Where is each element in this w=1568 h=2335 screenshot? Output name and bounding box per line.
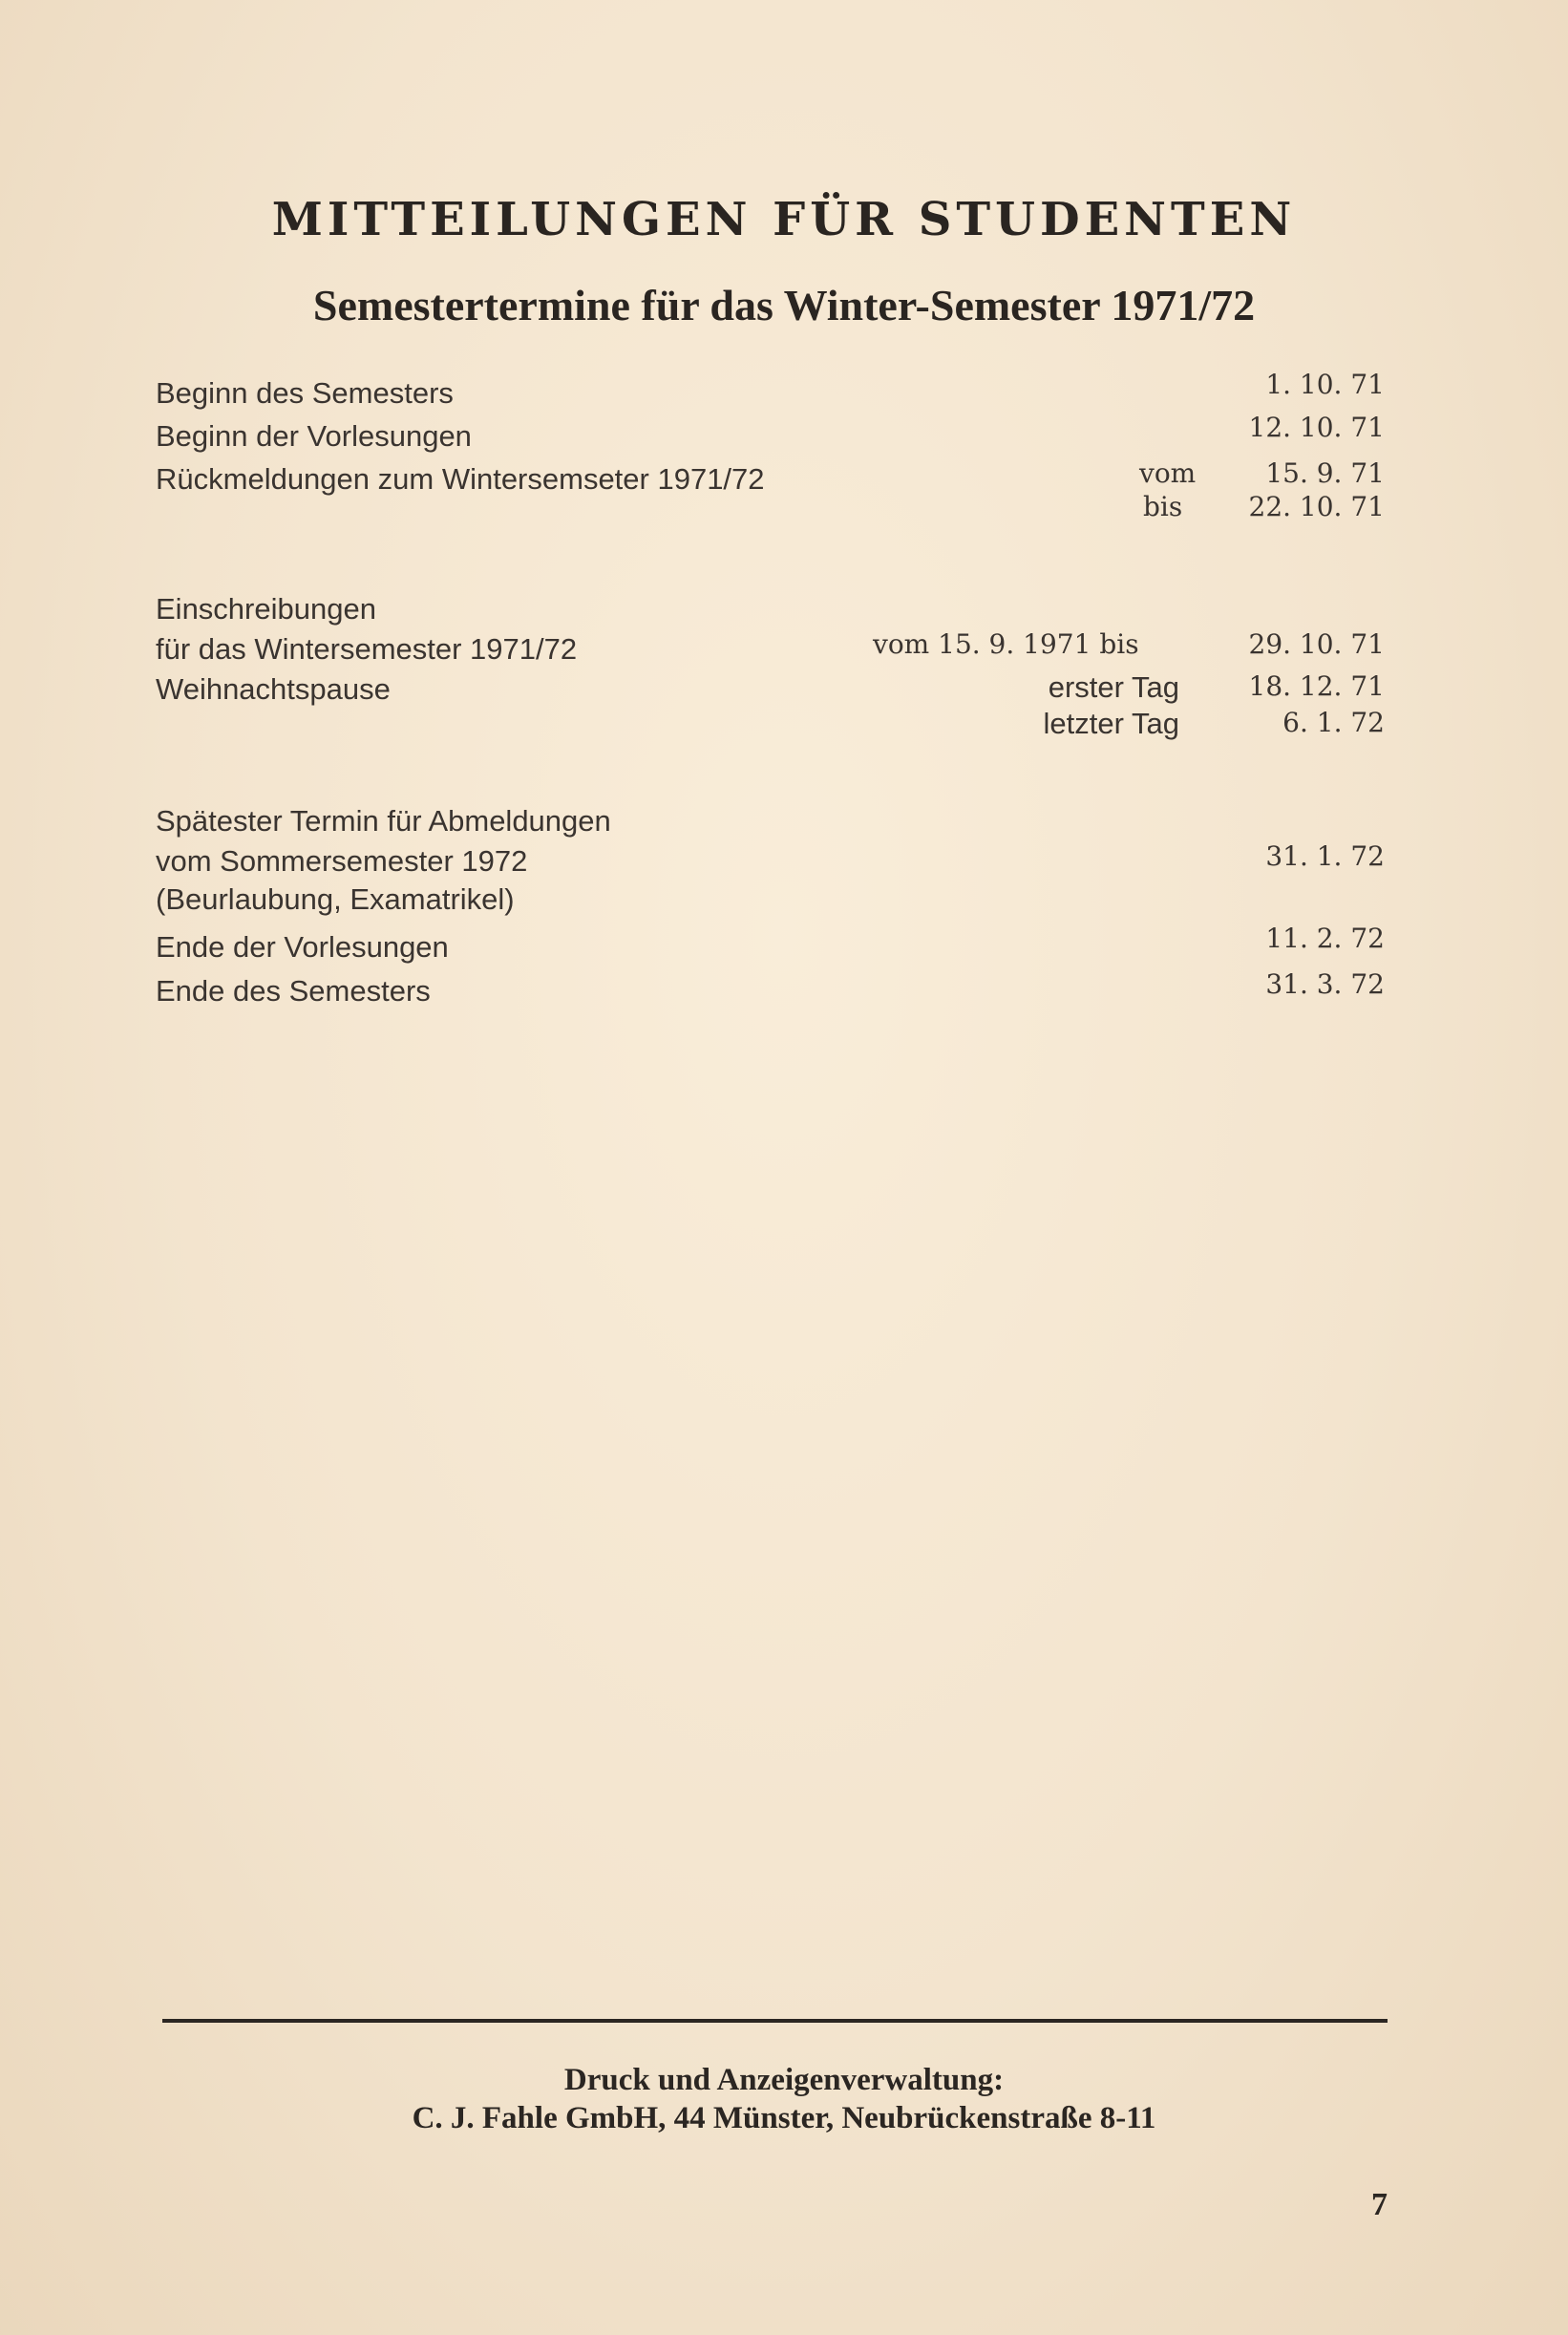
entry-semester-end-date: 31. 3. 72 bbox=[1265, 968, 1385, 1000]
entry-withdrawal-label-line1: Spätester Termin für Abmeldungen bbox=[156, 804, 611, 838]
footer-printer-address: C. J. Fahle GmbH, 44 Münster, Neubrückenstraße 8-11 bbox=[412, 2101, 1156, 2135]
entry-lectures-end-label: Ende der Vorlesungen bbox=[156, 930, 449, 964]
entry-enrollment-label-line1: Einschreibungen bbox=[156, 592, 376, 626]
entry-enrollment-date: 29. 10. 71 bbox=[1248, 628, 1385, 660]
entry-semester-start-label: Beginn des Semesters bbox=[156, 376, 454, 410]
entry-reregistration-from-prefix: vom bbox=[1139, 457, 1197, 489]
entry-enrollment-label-line2: für das Wintersemester 1971/72 bbox=[156, 632, 578, 666]
page-subtitle: Semestertermine für das Winter-Semester 1971/72 bbox=[312, 281, 1256, 329]
entry-lectures-start-date: 12. 10. 71 bbox=[1248, 412, 1385, 443]
entry-reregistration-label: Rückmeldungen zum Wintersemseter 1971/72 bbox=[156, 462, 765, 496]
entry-christmas-label: Weihnachtspause bbox=[156, 672, 391, 706]
entry-christmas-last-date: 6. 1. 72 bbox=[1282, 707, 1385, 738]
entry-christmas-first-date: 18. 12. 71 bbox=[1248, 670, 1385, 702]
entry-lectures-start-label: Beginn der Vorlesungen bbox=[156, 419, 472, 453]
page-title: MITTEILUNGEN FÜR STUDENTEN bbox=[271, 193, 1297, 246]
entry-reregistration-to-date: 22. 10. 71 bbox=[1248, 491, 1385, 522]
entry-withdrawal-label-line2: vom Sommersemester 1972 bbox=[156, 844, 528, 878]
footer-printer-heading: Druck und Anzeigenverwaltung: bbox=[563, 2063, 1005, 2097]
entry-reregistration-to-prefix: bis bbox=[1143, 491, 1183, 522]
entry-semester-end-label: Ende des Semesters bbox=[156, 974, 431, 1008]
footer-divider bbox=[162, 2019, 1388, 2023]
page-number: 7 bbox=[1371, 2187, 1388, 2222]
entry-withdrawal-label-line3: (Beurlaubung, Examatrikel) bbox=[156, 882, 515, 916]
entry-christmas-first-prefix: erster Tag bbox=[1048, 670, 1179, 704]
entry-christmas-last-prefix: letzter Tag bbox=[1043, 707, 1179, 740]
entry-semester-start-date: 1. 10. 71 bbox=[1265, 369, 1385, 400]
entry-lectures-end-date: 11. 2. 72 bbox=[1265, 923, 1385, 954]
entry-withdrawal-date: 31. 1. 72 bbox=[1265, 840, 1385, 872]
entry-reregistration-from-date: 15. 9. 71 bbox=[1265, 457, 1385, 489]
entry-enrollment-range: vom 15. 9. 1971 bis bbox=[873, 628, 1139, 660]
